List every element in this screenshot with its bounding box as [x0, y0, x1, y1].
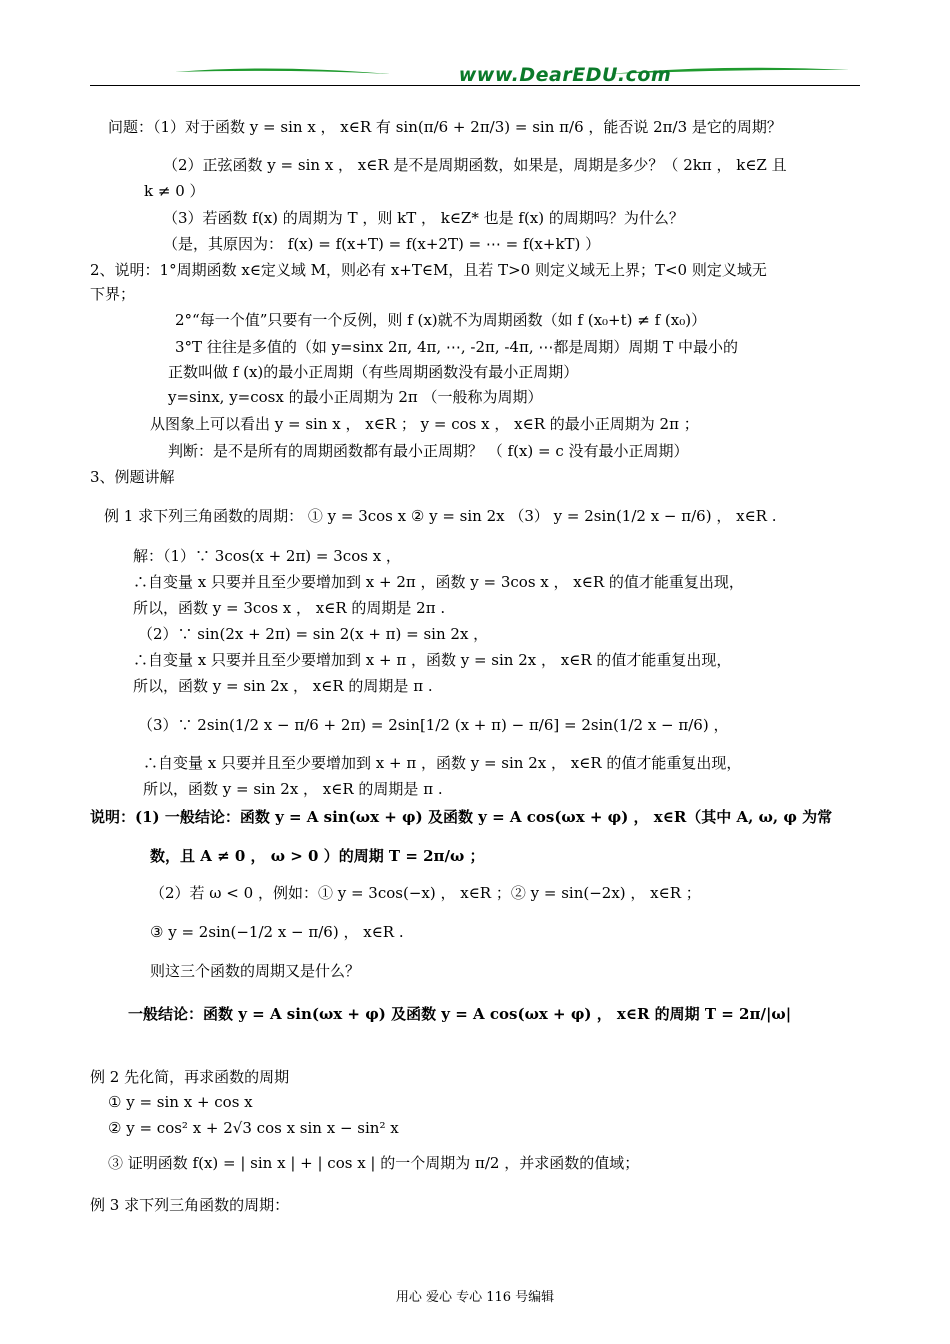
text-line: 数，且 A ≠ 0 ， ω > 0 ）的周期 T = 2π/ω ；	[150, 847, 485, 865]
text-line: ③ 证明函数 f(x) = | sin x | + | cos x | 的一个周期为 π/2 ，并求函数的值域；	[108, 1154, 640, 1172]
text-line: 所以，函数 y = sin 2x ， x∈R 的周期是 π .	[143, 780, 443, 798]
text-line: 判断：是不是所有的周期函数都有最小正周期？ （ f(x) = c 没有最小正周期）	[168, 442, 689, 460]
text-line: ∴自变量 x 只要并且至少要增加到 x + π ，函数 y = sin 2x ， x∈R 的值才能重复出现，	[133, 651, 732, 669]
text-line: 例 2 先化简，再求函数的周期	[90, 1068, 290, 1086]
text-line: 下界；	[90, 285, 136, 303]
text-line: ① y = sin x + cos x	[108, 1093, 253, 1111]
text-line: 3、例题讲解	[90, 468, 175, 486]
text-line: 2、说明：1°周期函数 x∈定义域 M，则必有 x+T∈M，且若 T>0 则定义域无上界；T<0 则定义域无	[90, 261, 767, 279]
text-line: ∴自变量 x 只要并且至少要增加到 x + 2π ，函数 y = 3cos x ， x∈R 的值才能重复出现，	[133, 573, 744, 591]
text-line: （是，其原因为： f(x) = f(x+T) = f(x+2T) = ⋯ = f(x+kT) ）	[163, 235, 601, 253]
header-rule	[90, 85, 860, 86]
text-line: 正数叫做 f (x)的最小正周期（有些周期函数没有最小正周期）	[168, 363, 579, 381]
text-line: （2）∵ sin(2x + 2π) = sin 2(x + π) = sin 2x ，	[138, 625, 489, 643]
text-line: （2）正弦函数 y = sin x ， x∈R 是不是周期函数，如果是，周期是多少？（ 2kπ ， k∈Z 且	[163, 156, 787, 174]
text-line: 2°“每一个值”只要有一个反例，则 f (x)就不为周期函数（如 f (x₀+t) ≠ f (x₀)）	[175, 311, 707, 329]
page-header	[90, 60, 860, 90]
text-line: （3）∵ 2sin(1/2 x − π/6 + 2π) = 2sin[1/2 (x + π) − π/6] = 2sin(1/2 x − π/6) ，	[138, 716, 729, 734]
text-line: 解：（1）∵ 3cos(x + 2π) = 3cos x ，	[133, 547, 401, 565]
text-line: （3）若函数 f(x) 的周期为 T ，则 kT ， k∈Z* 也是 f(x) 的周期吗？为什么？	[163, 209, 684, 227]
page-footer: 用心 爱心 专心 116 号编辑	[395, 1290, 555, 1305]
text-line: 从图象上可以看出 y = sin x ， x∈R ； y = cos x ， x∈R 的最小正周期为 2π ；	[150, 415, 699, 433]
text-line: 说明：(1) 一般结论：函数 y = A sin(ωx + φ) 及函数 y = A cos(ωx + φ) ， x∈R（其中 A, ω, φ 为常	[90, 808, 833, 826]
text-line: 例 1 求下列三角函数的周期： ① y = 3cos x ② y = sin 2x （3） y = 2sin(1/2 x − π/6) ， x∈R .	[104, 507, 777, 525]
text-line: 3°T 往往是多值的（如 y=sinx 2π, 4π, ⋯, -2π, -4π, ⋯都是周期）周期 T 中最小的	[175, 338, 738, 356]
text-line: y=sinx, y=cosx 的最小正周期为 2π （一般称为周期）	[168, 388, 543, 406]
site-logo: www.DearEDU.com	[458, 64, 672, 86]
text-line: 所以，函数 y = sin 2x ， x∈R 的周期是 π .	[133, 677, 433, 695]
text-line: （2）若 ω < 0 ，例如：① y = 3cos(−x) ， x∈R ；② y = sin(−2x) ， x∈R ；	[150, 884, 701, 902]
text-line: 例 3 求下列三角函数的周期：	[90, 1196, 290, 1214]
text-line: 所以，函数 y = 3cos x ， x∈R 的周期是 2π .	[133, 599, 446, 617]
text-line: k ≠ 0 ）	[144, 182, 205, 200]
text-line: 一般结论：函数 y = A sin(ωx + φ) 及函数 y = A cos(ωx + φ) ， x∈R 的周期 T = 2π/|ω|	[128, 1005, 792, 1023]
text-line: 问题：（1）对于函数 y = sin x ， x∈R 有 sin(π/6 + 2π/3) = sin π/6 ，能否说 2π/3 是它的周期？	[108, 118, 782, 136]
text-line: ③ y = 2sin(−1/2 x − π/6) ， x∈R .	[150, 923, 404, 941]
text-line: ② y = cos² x + 2√3 cos x sin x − sin² x	[108, 1119, 399, 1137]
left-swoosh	[175, 68, 390, 74]
text-line: 则这三个函数的周期又是什么？	[150, 962, 361, 980]
text-line: ∴自变量 x 只要并且至少要增加到 x + π ，函数 y = sin 2x ， x∈R 的值才能重复出现，	[143, 754, 742, 772]
